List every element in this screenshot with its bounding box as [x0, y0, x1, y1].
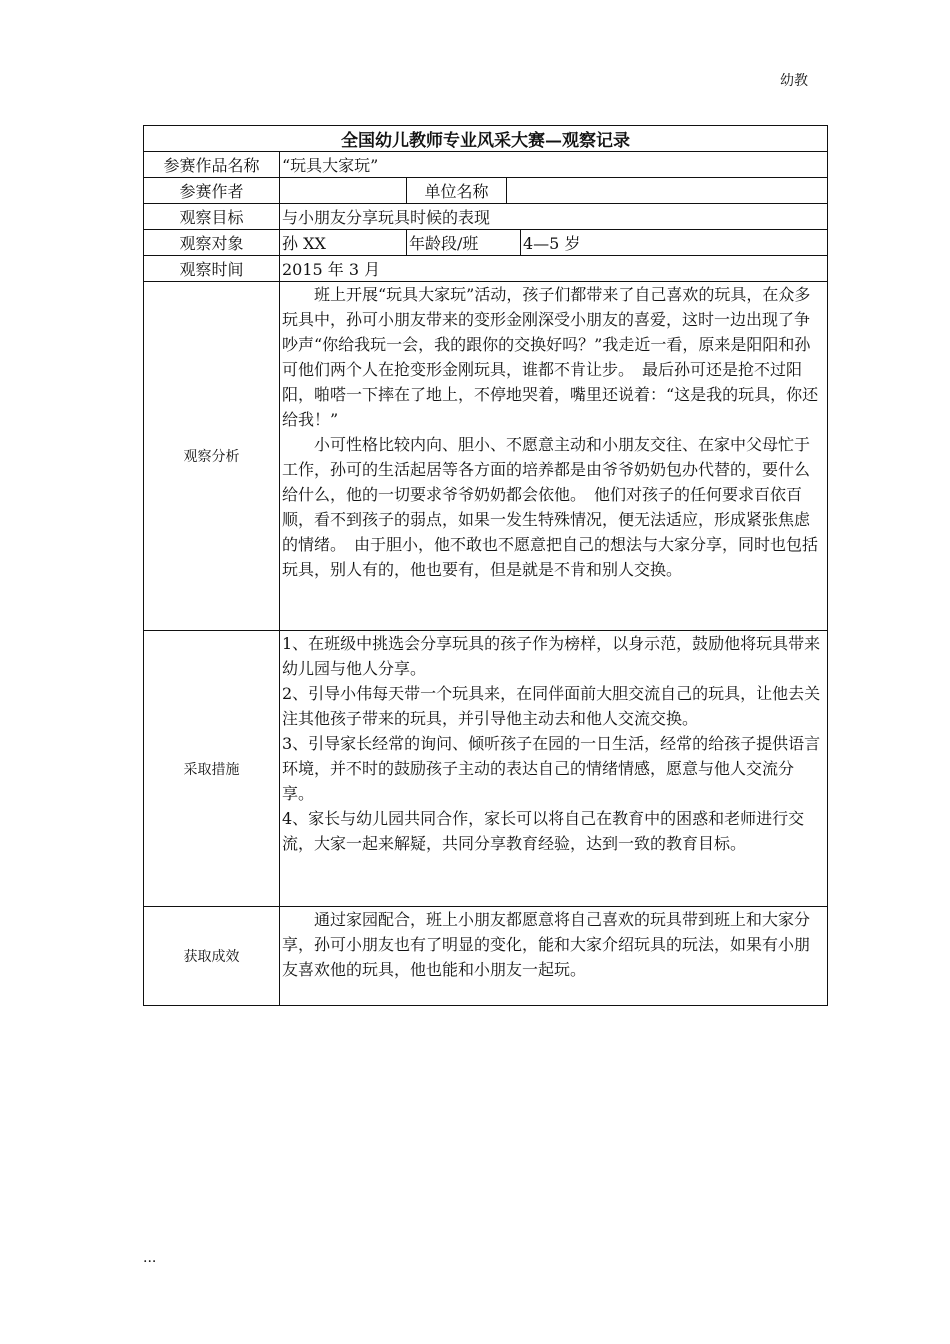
measure-item: 4、家长与幼儿园共同合作，家长可以将自己在教育中的困惑和老师进行交流，大家一起来解疑，共同分享教育经验，达到一致的教育目标。: [282, 809, 805, 853]
author-label: 参赛作者: [144, 178, 280, 204]
measure-item: 3、引导家长经常的询问、倾听孩子在园的一日生活，经常的给孩子提供语言环境，并不时的鼓励孩子主动的表达自己的情绪情感，愿意与他人交流分享。: [282, 734, 821, 803]
observation-record-table: [143, 125, 828, 1006]
footer-dots: ...: [143, 1250, 157, 1266]
work-name-value: “玩具大家玩”: [280, 152, 828, 178]
analysis-label: 观察分析: [144, 282, 280, 631]
subject-value: 孙 XX: [280, 230, 407, 256]
analysis-paragraph: 班上开展“玩具大家玩”活动，孩子们都带来了自己喜欢的玩具，在众多玩具中，孙可小朋友带来的变形金刚深受小朋友的喜爱，这时一边出现了争吵声“你给我玩一会，我的跟你的交换好吗？”我走近一看，原来是阳阳和孙可他们两个人在抢变形金刚玩具，谁都不肯让步。 最后孙可还是抢不过阳阳，啪嗒一下摔在了地上，不停地哭着，嘴里还说着：“这是我的玩具，你还给我！”: [282, 285, 819, 429]
time-label: 观察时间: [144, 256, 280, 282]
work-name-label: 参赛作品名称: [144, 152, 280, 178]
goal-value: 与小朋友分享玩具时候的表现: [280, 204, 828, 230]
analysis-paragraph: 小可性格比较内向、胆小、不愿意主动和小朋友交往、在家中父母忙于工作，孙可的生活起居等各方面的培养都是由爷爷奶奶包办代替的，要什么给什么，他的一切要求爷爷奶奶都会依他。 他们对孩子的任何要求百依百顺，看不到孩子的弱点，如果一发生特殊情况，便无法适应，形成紧张焦虑的情绪。 由于胆小，他不敢也不愿意把自己的想法与大家分享，同时也包括玩具，别人有的，他也要有，但是就是不肯和别人交换。: [282, 435, 819, 579]
author-value: [280, 178, 407, 204]
results-content: [280, 907, 828, 1006]
age-label: 年龄段/班: [407, 230, 521, 256]
time-value: 2015 年 3 月: [280, 256, 828, 282]
goal-label: 观察目标: [144, 204, 280, 230]
unit-value: [507, 178, 828, 204]
subject-label: 观察对象: [144, 230, 280, 256]
header-tag: 幼教: [780, 73, 808, 89]
form-title: 全国幼儿教师专业风采大赛—观察记录: [144, 126, 828, 152]
analysis-content: [280, 282, 828, 631]
measures-label: 采取措施: [144, 631, 280, 907]
age-value: 4—5 岁: [521, 230, 828, 256]
unit-label: 单位名称: [407, 178, 507, 204]
results-paragraph: 通过家园配合，班上小朋友都愿意将自己喜欢的玩具带到班上和大家分享，孙可小朋友也有了明显的变化，能和大家介绍玩具的玩法，如果有小朋友喜欢他的玩具，他也能和小朋友一起玩。: [282, 910, 811, 979]
measure-item: 1、在班级中挑选会分享玩具的孩子作为榜样，以身示范，鼓励他将玩具带来幼儿园与他人分享。: [282, 634, 821, 678]
results-label: 获取成效: [144, 907, 280, 1006]
measures-content: [280, 631, 828, 907]
measure-item: 2、引导小伟每天带一个玩具来，在同伴面前大胆交流自己的玩具，让他去关注其他孩子带来的玩具，并引导他主动去和他人交流交换。: [282, 684, 821, 728]
